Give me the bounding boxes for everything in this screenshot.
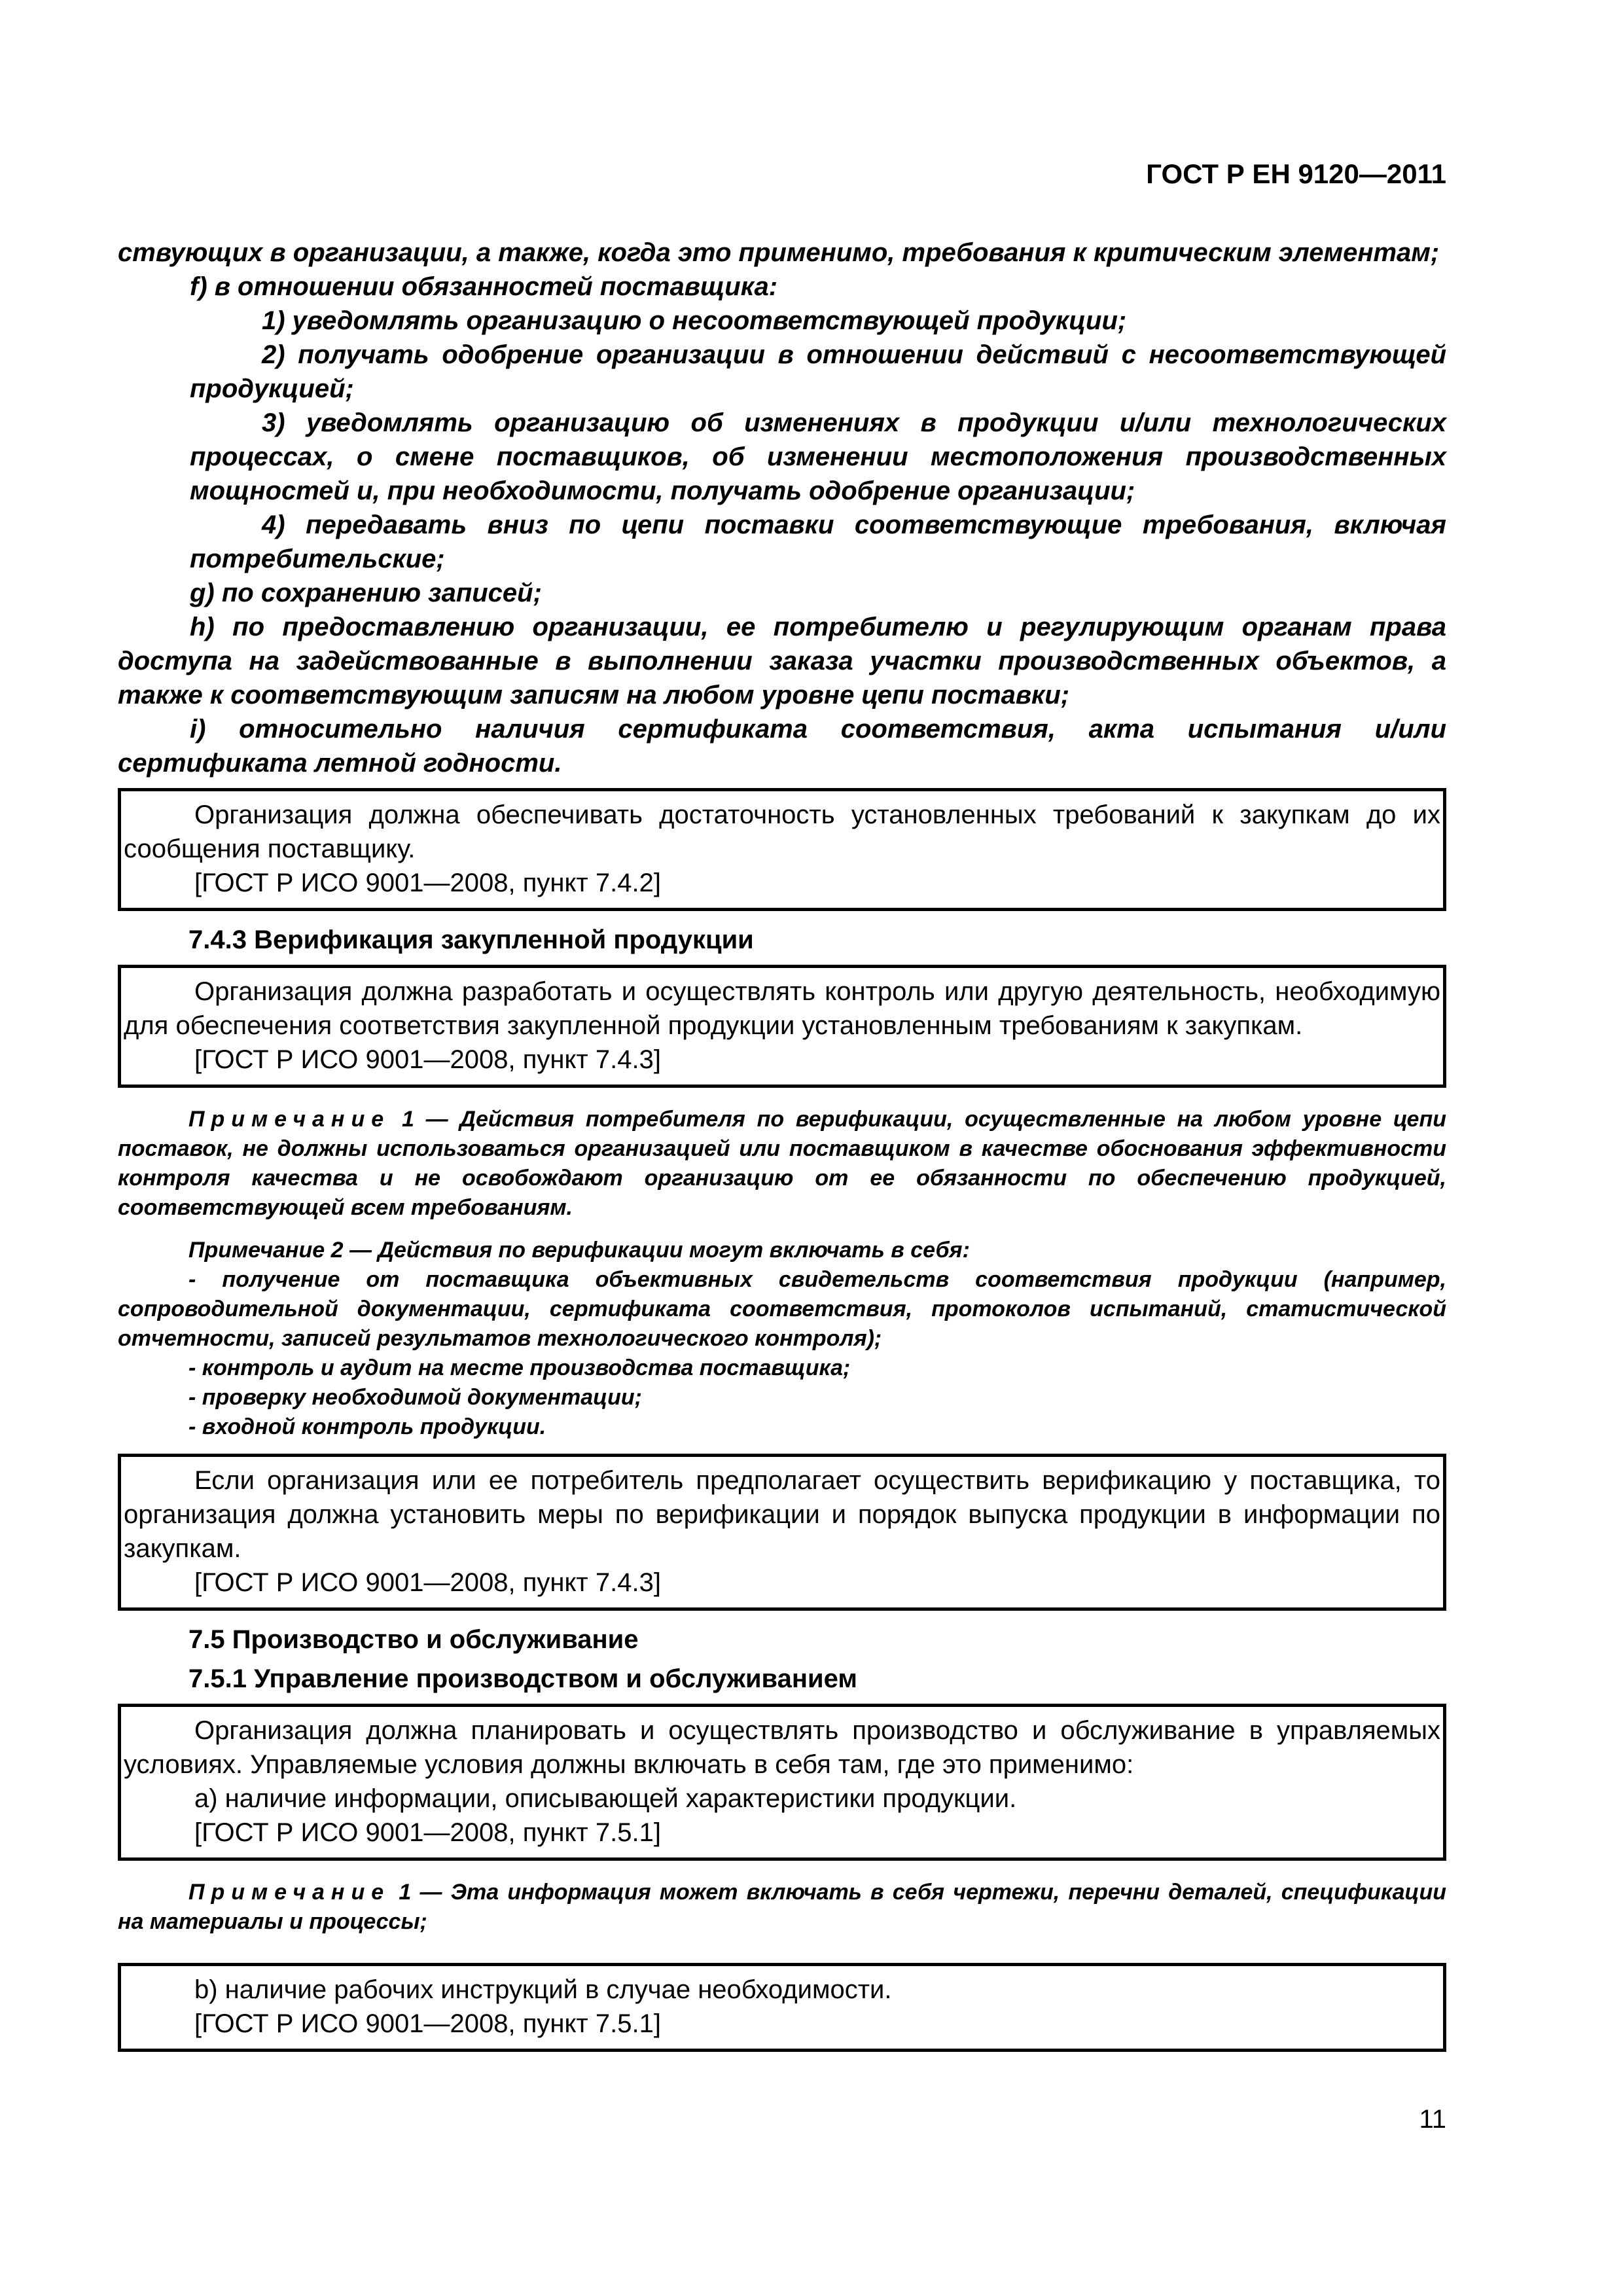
section-heading-751: 7.5.1 Управление производством и обслуживанием xyxy=(188,1664,857,1693)
note-2 xyxy=(118,1236,1446,1442)
quote-box-743a xyxy=(118,965,1446,1088)
item-f1: 1) уведомлять организацию о несоответствующей продукции; xyxy=(262,306,1127,335)
quote-text: Организация должна разработать и осуществлять контроль или другую деятельность, необходимую для обеспечения соответствия закупленной продукции установленным требованиям к закупкам. xyxy=(124,977,1440,1040)
note-text: 1 — Эта информация может включать в себя чертежи, перечни деталей, спецификации на материалы и процессы; xyxy=(118,1880,1446,1934)
quote-box-751b xyxy=(118,1963,1446,2052)
quote-box-743b xyxy=(118,1454,1446,1611)
item-f4: 4) передавать вниз по цепи поставки соответствующие требования, включая потребительские; xyxy=(190,511,1446,573)
note-2-item: - контроль и аудит на месте производства поставщика; xyxy=(188,1355,851,1380)
document-body xyxy=(118,236,1446,2061)
quote-text: Организация должна обеспечивать достаточность установленных требований к закупкам до их сообщения поставщику. xyxy=(124,800,1440,863)
item-f: f) в отношении обязанностей поставщика: xyxy=(190,272,778,301)
quote-box-742 xyxy=(118,788,1446,911)
quote-text: Организация должна планировать и осуществлять производство и обслуживание в управляемых условиях. Управляемые условия должны включать в себя там, где это применимо: xyxy=(124,1716,1440,1779)
item-i: i) относительно наличия сертификата соответствия, акта испытания и/или сертификата летной годности. xyxy=(118,715,1446,778)
note-text: 1 — Действия потребителя по верификации, осуществленные на любом уровне цепи поставок, не должны использоваться организацией или поставщиком в качестве обоснования эффективности контроля качества и не освобождают организацию от ее обязанности по обеспечению продукцией, соответствующей всем требованиям. xyxy=(118,1107,1446,1220)
note-2-item: - получение от поставщика объективных свидетельств соответствия продукции (например, сопроводительной документации, сертификата соответствия, протоколов испытаний, статистической отчетности, записей результатов технологического контроля); xyxy=(118,1267,1446,1351)
item-h: h) по предоставлению организации, ее потребителю и регулирующим органам права доступа на задействованные в выполнении заказа участки производственных объектов, а также к соответствующим записям на любом уровне цепи поставки; xyxy=(118,613,1446,709)
item-f2: 2) получать одобрение организации в отношении действий с несоответствующей продукцией; xyxy=(190,340,1446,403)
item-f3: 3) уведомлять организацию об изменениях в продукции и/или технологических процессах, о смене поставщиков, об изменении местоположения производственных мощностей и, при необходимости, получать одобрение организации; xyxy=(190,408,1446,505)
page-number: 11 xyxy=(1419,2105,1446,2134)
section-heading-743: 7.4.3 Верификация закупленной продукции xyxy=(188,925,754,954)
note-2-item: - проверку необходимой документации; xyxy=(188,1385,642,1410)
quote-reference: [ГОСТ Р ИСО 9001—2008, пункт 7.4.2] xyxy=(194,869,661,897)
item-g: g) по сохранению записей; xyxy=(190,579,542,607)
note-2-item: - входной контроль продукции. xyxy=(188,1414,546,1439)
quote-box-751a xyxy=(118,1704,1446,1861)
note-2-lead: Примечание 2 — Действия по верификации могут включать в себя: xyxy=(188,1238,970,1263)
note-3 xyxy=(118,1878,1446,1937)
note-label: Примечание xyxy=(188,1880,391,1905)
quote-item-b: b) наличие рабочих инструкций в случае необходимости. xyxy=(194,1975,892,2004)
section-heading-75: 7.5 Производство и обслуживание xyxy=(188,1625,639,1654)
quote-item-a: a) наличие информации, описывающей характеристики продукции. xyxy=(194,1784,1017,1813)
quote-reference: [ГОСТ Р ИСО 9001—2008, пункт 7.4.3] xyxy=(194,1045,661,1074)
quote-text: Если организация или ее потребитель предполагает осуществить верификацию у поставщика, то организация должна установить меры по верификации и порядок выпуска продукции в информации по закупкам. xyxy=(124,1466,1440,1563)
note-label: Примечание xyxy=(188,1107,391,1132)
quote-reference: [ГОСТ Р ИСО 9001—2008, пункт 7.4.3] xyxy=(194,1568,661,1597)
document-header-id: ГОСТ Р ЕН 9120—2011 xyxy=(1146,158,1446,189)
intro-continuation: ствующих в организации, а также, когда это применимо, требования к критическим элементам; xyxy=(118,238,1440,267)
note-1 xyxy=(118,1105,1446,1223)
quote-reference: [ГОСТ Р ИСО 9001—2008, пункт 7.5.1] xyxy=(194,1818,661,1847)
quote-reference: [ГОСТ Р ИСО 9001—2008, пункт 7.5.1] xyxy=(194,2009,661,2038)
